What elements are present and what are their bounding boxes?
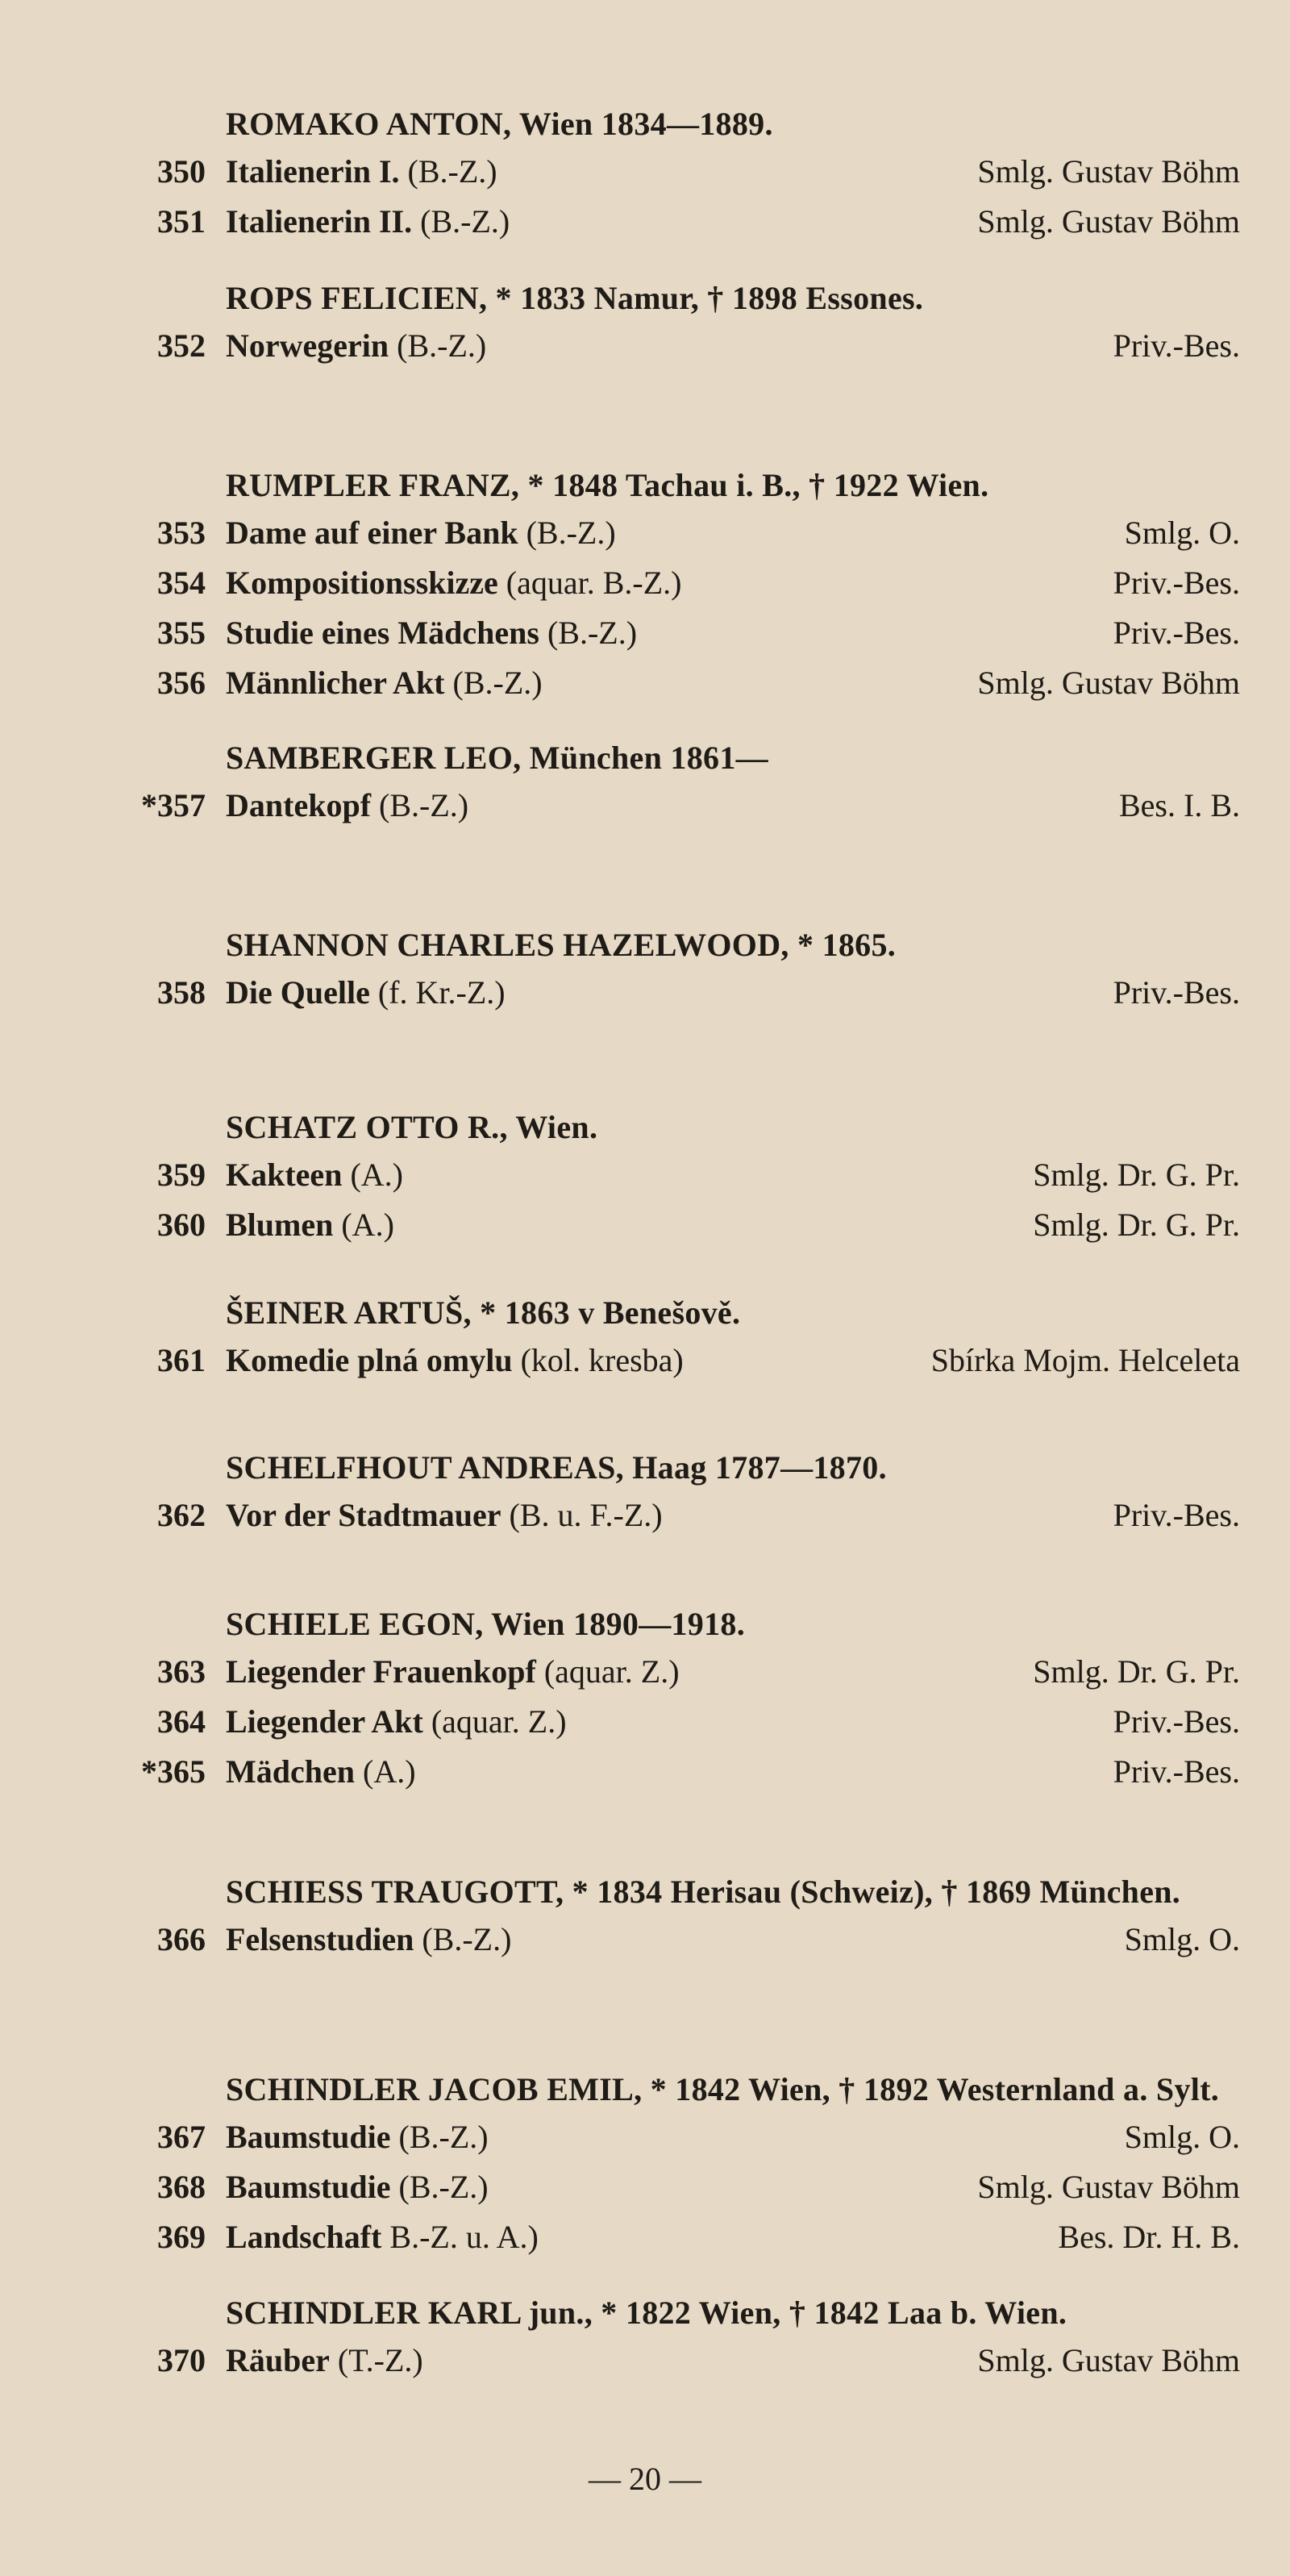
artwork-title: Blumen <box>226 1207 334 1243</box>
artist-section <box>0 923 1290 1018</box>
entry-number: 364 <box>157 1703 206 1740</box>
artist-heading: SHANNON CHARLES HAZELWOOD, * 1865. <box>226 927 897 963</box>
catalog-entry <box>0 1150 1290 1200</box>
artwork-title: Liegender Frauenkopf <box>226 1653 536 1690</box>
artwork-technique: (B.-Z.) <box>398 2119 489 2155</box>
artist-section <box>0 2290 1290 2386</box>
entry-title <box>226 1336 684 1386</box>
catalog-entry <box>0 2112 1290 2162</box>
artwork-title: Felsenstudien <box>226 1921 414 1957</box>
entry-owner: Smlg. Gustav Böhm <box>977 203 1240 240</box>
artwork-title: Dantekopf <box>226 787 372 823</box>
artist-heading: ROMAKO ANTON, Wien 1834—1889. <box>226 106 773 142</box>
entry-owner: Smlg. Gustav Böhm <box>977 2169 1240 2205</box>
artwork-title: Mädchen <box>226 1753 355 1790</box>
artist-section <box>0 1290 1290 1386</box>
entry-owner: Priv.-Bes. <box>1113 615 1240 651</box>
catalog-entry <box>0 2162 1290 2212</box>
artwork-title: Italienerin II. <box>226 203 413 240</box>
entry-owner: Smlg. Gustav Böhm <box>977 665 1240 701</box>
artist-heading: ŠEINER ARTUŠ, * 1863 v Benešově. <box>226 1294 741 1331</box>
catalog-entry <box>0 197 1290 247</box>
artwork-technique: (B.-Z.) <box>420 203 510 240</box>
catalog-entry <box>0 1647 1290 1697</box>
artwork-title: Norwegerin <box>226 327 389 364</box>
entry-title <box>226 2212 539 2262</box>
artist-section <box>0 276 1290 371</box>
entry-title <box>226 1490 663 1540</box>
entry-owner: Priv.-Bes. <box>1113 327 1240 364</box>
entry-number: 350 <box>157 153 206 190</box>
entry-number: *365 <box>141 1753 206 1790</box>
artwork-technique: (B.-Z.) <box>547 615 638 651</box>
artwork-technique: (B.-Z.) <box>407 153 497 190</box>
catalog-entry <box>0 1336 1290 1386</box>
entry-title <box>226 508 616 558</box>
artwork-technique: (B.-Z.) <box>526 515 616 551</box>
artwork-title: Liegender Akt <box>226 1703 423 1740</box>
artwork-technique: (T.-Z.) <box>337 2342 423 2378</box>
artwork-technique: B.-Z. u. A.) <box>389 2219 539 2255</box>
entry-number: 360 <box>157 1207 206 1243</box>
catalog-entry <box>0 1697 1290 1747</box>
entry-owner: Smlg. Gustav Böhm <box>977 153 1240 190</box>
entry-title <box>226 1915 511 1965</box>
entry-number: 352 <box>157 327 206 364</box>
artist-section <box>0 102 1290 247</box>
catalog-entry <box>0 1200 1290 1250</box>
entry-number: 368 <box>157 2169 206 2205</box>
entry-owner: Priv.-Bes. <box>1113 565 1240 601</box>
entry-number: 356 <box>157 665 206 701</box>
entry-owner: Smlg. Gustav Böhm <box>977 2342 1240 2378</box>
entry-owner: Smlg. O. <box>1124 2119 1240 2155</box>
entry-owner: Sbírka Mojm. Helceleta <box>930 1342 1240 1378</box>
entry-number: 354 <box>157 565 206 601</box>
artist-heading: SCHIESS TRAUGOTT, * 1834 Herisau (Schweiz), † 1869 München. <box>226 1874 1181 1910</box>
entry-title <box>226 608 637 658</box>
artist-section <box>0 2067 1290 2262</box>
entry-title <box>226 2162 489 2212</box>
artwork-technique: (A.) <box>350 1157 403 1193</box>
artist-heading: SCHELFHOUT ANDREAS, Haag 1787—1870. <box>226 1449 887 1486</box>
catalog-entry <box>0 558 1290 608</box>
artwork-title: Studie eines Mädchens <box>226 615 539 651</box>
entry-number: 358 <box>157 974 206 1011</box>
artist-section <box>0 1105 1290 1250</box>
entry-owner: Priv.-Bes. <box>1113 974 1240 1011</box>
catalog-entry <box>0 968 1290 1018</box>
artist-section <box>0 463 1290 708</box>
artwork-title: Landschaft <box>226 2219 382 2255</box>
entry-title <box>226 1747 416 1797</box>
artist-heading: RUMPLER FRANZ, * 1848 Tachau i. B., † 1922 Wien. <box>226 467 989 503</box>
catalog-entry <box>0 1915 1290 1965</box>
artwork-technique: (B.-Z.) <box>379 787 469 823</box>
catalog-entry <box>0 508 1290 558</box>
entry-number: 363 <box>157 1653 206 1690</box>
entry-number: 369 <box>157 2219 206 2255</box>
artwork-title: Komedie plná omylu <box>226 1342 513 1378</box>
artwork-title: Kompositionsskizze <box>226 565 498 601</box>
artist-heading: SAMBERGER LEO, München 1861— <box>226 740 768 776</box>
entry-title <box>226 321 486 371</box>
entry-number: 370 <box>157 2342 206 2378</box>
entry-title <box>226 968 506 1018</box>
artwork-title: Männlicher Akt <box>226 665 445 701</box>
catalog-entry <box>0 1490 1290 1540</box>
entry-number: 367 <box>157 2119 206 2155</box>
catalog-entry <box>0 608 1290 658</box>
entry-number: 353 <box>157 515 206 551</box>
artist-section <box>0 1602 1290 1797</box>
artwork-technique: (B.-Z.) <box>397 327 487 364</box>
entry-title <box>226 1150 403 1200</box>
entry-number: 366 <box>157 1921 206 1957</box>
artwork-title: Kakteen <box>226 1157 343 1193</box>
entry-number: 361 <box>157 1342 206 1378</box>
artwork-technique: (aquar. Z.) <box>543 1653 680 1690</box>
page-number: — 20 — <box>589 2461 701 2497</box>
entry-owner: Priv.-Bes. <box>1113 1497 1240 1533</box>
entry-owner: Smlg. Dr. G. Pr. <box>1033 1207 1240 1243</box>
entry-number: 351 <box>157 203 206 240</box>
entry-number: 355 <box>157 615 206 651</box>
entry-title <box>226 558 682 608</box>
entry-owner: Smlg. Dr. G. Pr. <box>1033 1157 1240 1193</box>
artist-heading: SCHINDLER JACOB EMIL, * 1842 Wien, † 1892 Westernland a. Sylt. <box>226 2071 1220 2107</box>
entry-title <box>226 2336 423 2386</box>
entry-owner: Smlg. O. <box>1124 1921 1240 1957</box>
entry-title <box>226 781 468 831</box>
artwork-title: Die Quelle <box>226 974 370 1011</box>
entry-number: 359 <box>157 1157 206 1193</box>
artwork-technique: (B.-Z.) <box>422 1921 512 1957</box>
catalog-entry <box>0 2212 1290 2262</box>
entry-owner: Bes. I. B. <box>1119 787 1240 823</box>
artwork-technique: (B. u. F.-Z.) <box>509 1497 663 1533</box>
entry-title <box>226 2112 489 2162</box>
entry-owner: Smlg. O. <box>1124 515 1240 551</box>
entry-title <box>226 1200 394 1250</box>
artist-heading: SCHINDLER KARL jun., * 1822 Wien, † 1842 Laa b. Wien. <box>226 2295 1067 2331</box>
artwork-technique: (B.-Z.) <box>452 665 543 701</box>
artwork-title: Baumstudie <box>226 2169 391 2205</box>
catalog-entry <box>0 781 1290 831</box>
artwork-technique: (aquar. Z.) <box>431 1703 567 1740</box>
entry-owner: Bes. Dr. H. B. <box>1058 2219 1240 2255</box>
entry-title <box>226 147 497 197</box>
entry-owner: Priv.-Bes. <box>1113 1753 1240 1790</box>
artist-section <box>0 1445 1290 1540</box>
catalog-entry <box>0 147 1290 197</box>
entry-title <box>226 658 543 708</box>
artist-heading: SCHATZ OTTO R., Wien. <box>226 1109 598 1145</box>
artwork-technique: (A.) <box>363 1753 416 1790</box>
artwork-technique: (kol. kresba) <box>520 1342 684 1378</box>
entry-number: 362 <box>157 1497 206 1533</box>
catalog-entry <box>0 2336 1290 2386</box>
entry-title <box>226 1697 567 1747</box>
catalog-entry <box>0 1747 1290 1797</box>
entry-owner: Smlg. Dr. G. Pr. <box>1033 1653 1240 1690</box>
entry-number: *357 <box>141 787 206 823</box>
artwork-technique: (aquar. B.-Z.) <box>506 565 682 601</box>
artwork-title: Räuber <box>226 2342 330 2378</box>
artwork-technique: (f. Kr.-Z.) <box>377 974 506 1011</box>
catalog-entry <box>0 658 1290 708</box>
artwork-title: Dame auf einer Bank <box>226 515 518 551</box>
artwork-technique: (A.) <box>341 1207 394 1243</box>
entry-owner: Priv.-Bes. <box>1113 1703 1240 1740</box>
entry-title <box>226 197 510 247</box>
artwork-title: Baumstudie <box>226 2119 391 2155</box>
entry-title <box>226 1647 680 1697</box>
artist-section <box>0 736 1290 831</box>
artwork-title: Vor der Stadtmauer <box>226 1497 501 1533</box>
artist-heading: SCHIELE EGON, Wien 1890—1918. <box>226 1606 746 1642</box>
catalog-entry <box>0 321 1290 371</box>
artwork-title: Italienerin I. <box>226 153 400 190</box>
artist-heading: ROPS FELICIEN, * 1833 Namur, † 1898 Essones. <box>226 280 924 316</box>
artwork-technique: (B.-Z.) <box>398 2169 489 2205</box>
artist-section <box>0 1869 1290 1965</box>
